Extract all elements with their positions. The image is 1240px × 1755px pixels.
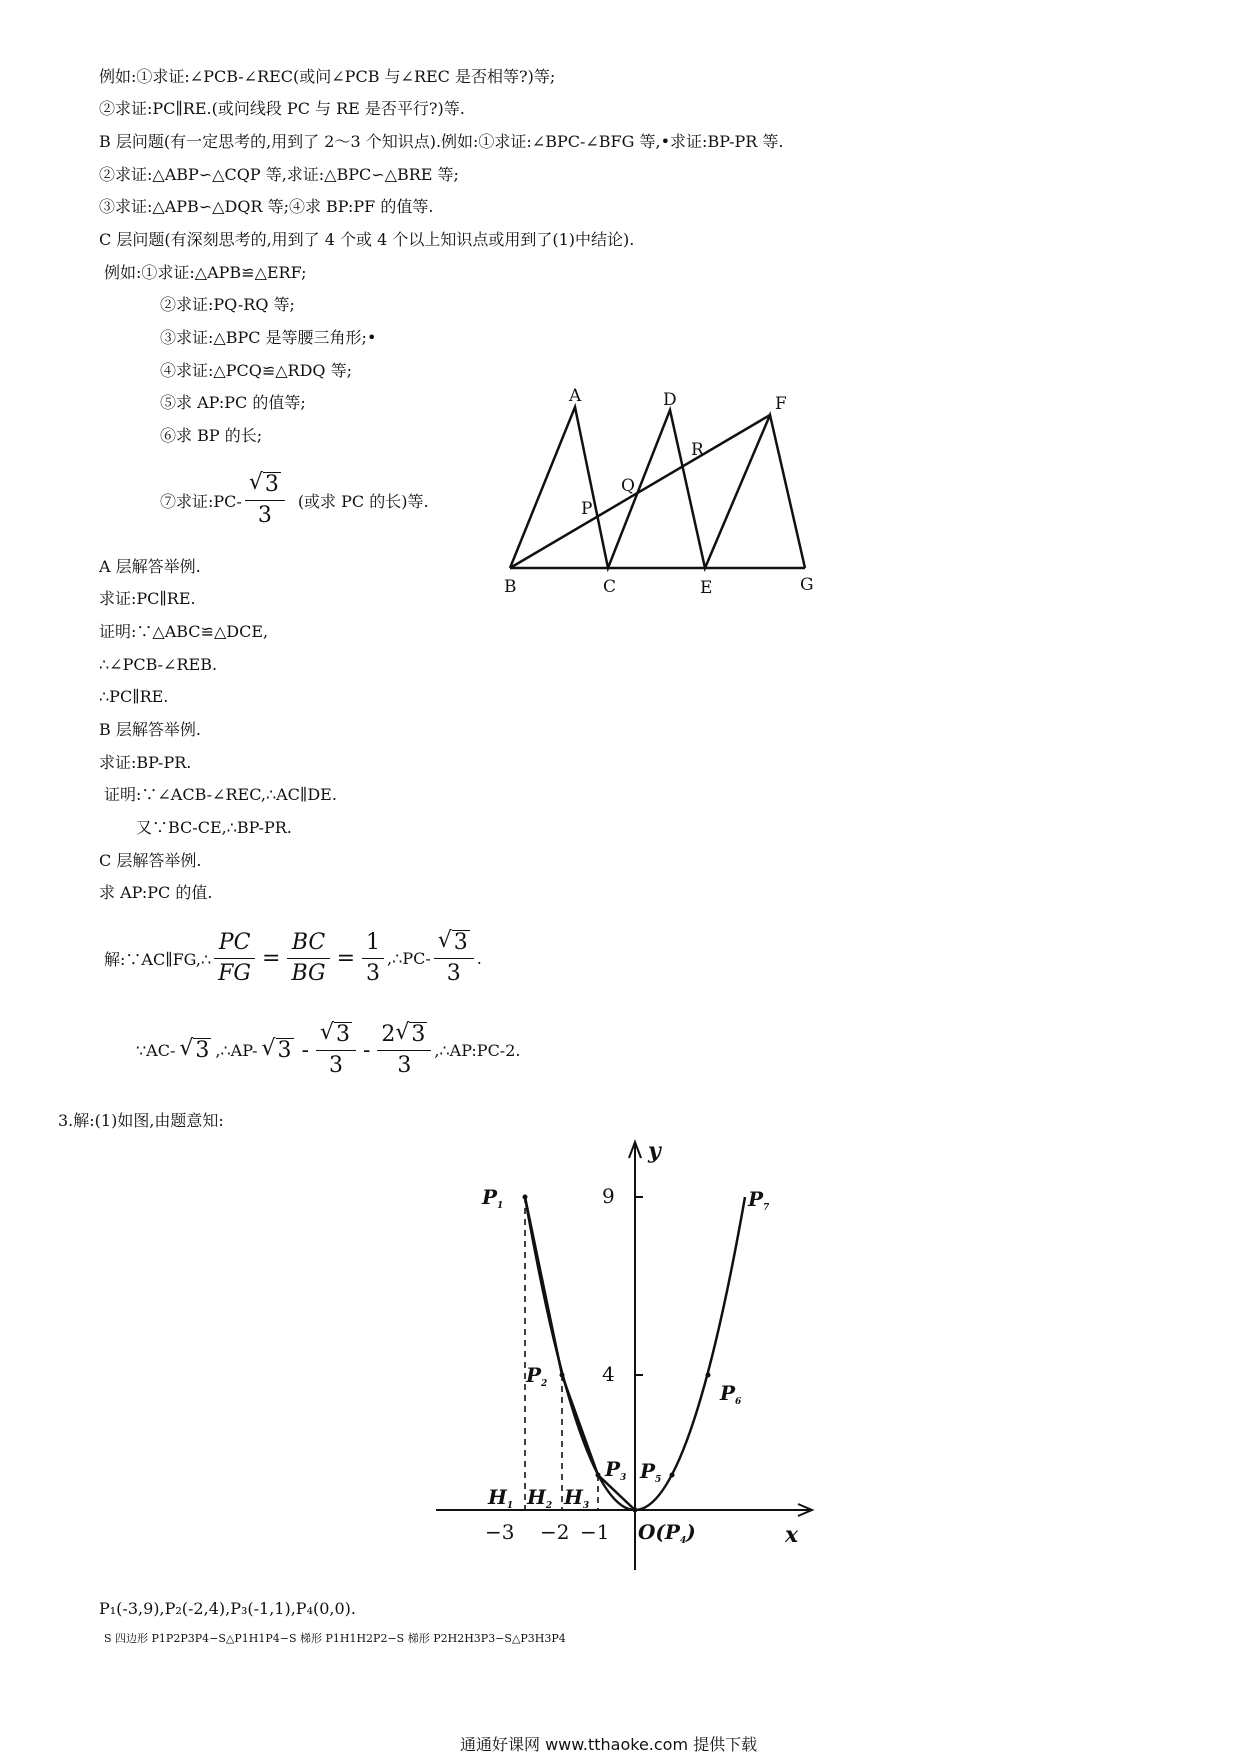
page-footer: 通通好课网 www.tthaoke.com 提供下载 <box>460 1735 758 1754</box>
fraction: √ 3 3 <box>316 1020 356 1081</box>
text-line: C 层问题(有深刻思考的,用到了 4 个或 4 个以上知识点或用到了(1)中结论). <box>99 230 635 249</box>
fraction: √ 3 3 <box>434 928 474 989</box>
text-line: ⑥求 BP 的长; <box>160 426 263 445</box>
tick-label-4: 4 <box>602 1362 615 1386</box>
text-line: ∴∠PCB-∠REB. <box>99 655 218 674</box>
label-Q: Q <box>621 476 635 496</box>
text-line: A 层解答举例. <box>99 557 201 576</box>
text-fragment: (或求 PC 的长)等. <box>297 492 429 511</box>
text-line: ⑤求 AP:PC 的值等; <box>160 393 306 412</box>
parabola-figure <box>430 1130 830 1590</box>
text-line: 例如:①求证:∠PCB-∠REC(或问∠PCB 与∠REC 是否相等?)等; <box>99 67 556 86</box>
equation-2: ∵AC- √ 3 ,∴AP- √ 3 - √ 3 3 - 2 √ 3 3 ,∴AP:PC-2. <box>136 1020 520 1081</box>
tick-label-neg1: −1 <box>580 1520 610 1544</box>
text-line: ③求证:△BPC 是等腰三角形;• <box>160 328 377 347</box>
label-R: R <box>691 440 704 460</box>
label-E: E <box>700 578 713 598</box>
label-D: D <box>663 390 677 410</box>
point-label-p3: $P_3$ <box>605 1457 627 1483</box>
text-fragment: 解:∵AC∥FG,∴ <box>104 950 212 969</box>
fraction: $\frac{BC}{BG}$ <box>287 928 329 989</box>
square-root: √ 3 <box>248 470 279 497</box>
tick-label-9: 9 <box>602 1184 615 1208</box>
h-label-1: $H_1$ <box>488 1485 514 1511</box>
text-line: S 四边形 P1P2P3P4−S△P1H1P4−S 梯形 P1H1H2P2−S 梯形 P2H2H3P3−S△P3H3P4 <box>104 1632 566 1645</box>
text-line: ④求证:△PCQ≌△RDQ 等; <box>160 361 353 380</box>
text-line: 求 AP:PC 的值. <box>99 883 213 902</box>
text-fragment: ,∴PC- <box>387 949 431 968</box>
point-label-p2: $P_2$ <box>526 1363 548 1389</box>
text-line: 3.解:(1)如图,由题意知: <box>58 1111 224 1130</box>
fraction: $\frac{1}{3}$ <box>362 928 384 989</box>
proof-item-7 <box>160 470 429 531</box>
y-axis-label: y <box>648 1138 661 1164</box>
label-A: A <box>569 386 582 406</box>
fraction: √ 3 3 <box>245 470 285 531</box>
text-line: 求证:PC∥RE. <box>99 589 196 608</box>
text-fragment: . <box>476 949 482 968</box>
tick-label-neg3: −3 <box>485 1520 515 1544</box>
label-B: B <box>504 577 517 597</box>
text-line: 证明:∵∠ACB-∠REC,∴AC∥DE. <box>104 785 337 804</box>
fraction: 2 √ 3 3 <box>377 1020 431 1081</box>
label-F: F <box>775 394 787 414</box>
label-C: C <box>603 577 617 597</box>
text-line: P₁(-3,9),P₂(-2,4),P₃(-1,1),P₄(0,0). <box>99 1599 356 1618</box>
text-line: ②求证:PQ-RQ 等; <box>160 295 295 314</box>
point-label-p6: $P_6$ <box>720 1381 742 1407</box>
text-line: B 层解答举例. <box>99 720 201 739</box>
text-line: ∴PC∥RE. <box>99 687 169 706</box>
point-label-p1: $P_1$ <box>482 1185 504 1211</box>
text-line: ②求证:△ABP∽△CQP 等,求证:△BPC∽△BRE 等; <box>99 165 459 184</box>
text-line: 又∵BC-CE,∴BP-PR. <box>136 818 292 837</box>
label-G: G <box>800 575 814 595</box>
square-root: √ 3 <box>261 1036 292 1063</box>
text-line: ③求证:△APB∽△DQR 等;④求 BP:PF 的值等. <box>99 197 434 216</box>
text-line: B 层问题(有一定思考的,用到了 2～3 个知识点).例如:①求证:∠BPC-∠BFG 等,•求证:BP-PR 等. <box>99 132 784 151</box>
text-line: 求证:BP-PR. <box>99 753 192 772</box>
text-line: ②求证:PC∥RE.(或问线段 PC 与 RE 是否平行?)等. <box>99 99 465 118</box>
text-line: 证明:∵△ABC≌△DCE, <box>99 622 269 641</box>
point-label-p7: $P_7$ <box>748 1187 770 1213</box>
fraction: $\frac{PC}{FG}$ <box>214 928 255 989</box>
text-fragment: ⑦求证:PC- <box>160 492 242 511</box>
h-label-2: $H_2$ <box>527 1485 553 1511</box>
text-fragment: ,∴AP- <box>215 1041 258 1060</box>
x-axis-label: x <box>785 1522 799 1548</box>
tick-label-neg2: −2 <box>540 1520 570 1544</box>
origin-label: $O(P_4)$ <box>638 1520 696 1546</box>
point-label-p5: $P_5$ <box>640 1459 662 1485</box>
label-P: P <box>581 499 593 519</box>
square-root: √ 3 <box>179 1036 210 1063</box>
text-line: C 层解答举例. <box>99 851 202 870</box>
text-line: 例如:①求证:△APB≌△ERF; <box>104 263 307 282</box>
equation-1: 解:∵AC∥FG,∴ $\frac{PC}{FG}$ = $\frac{BC}{BG}$ = $\frac{1}{3}$ ,∴PC- √ 3 3 . <box>104 928 482 989</box>
text-fragment: ,∴AP:PC-2. <box>434 1041 521 1060</box>
geometry-figure <box>495 385 825 600</box>
text-fragment: ∵AC- <box>136 1041 176 1060</box>
h-label-3: $H_3$ <box>564 1485 590 1511</box>
